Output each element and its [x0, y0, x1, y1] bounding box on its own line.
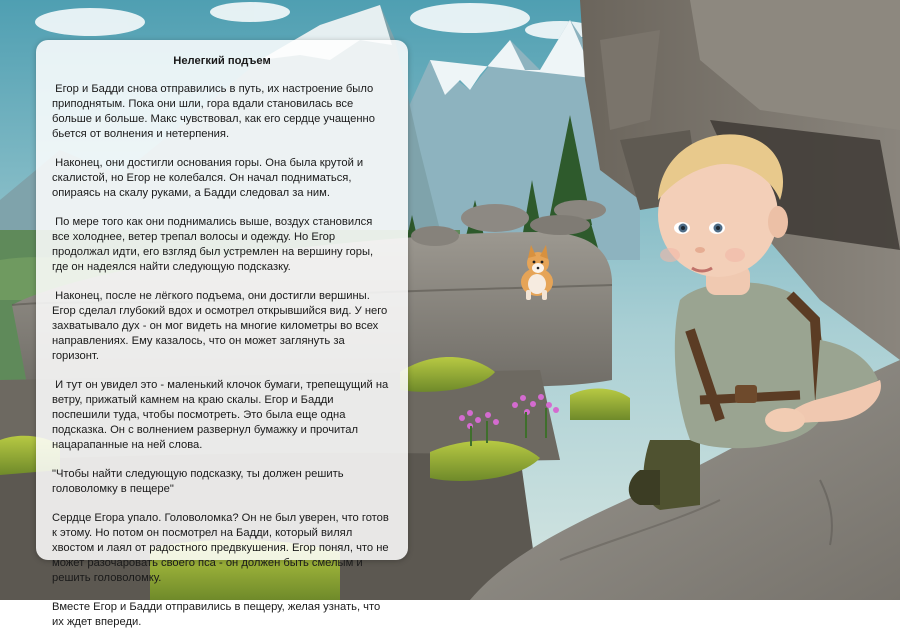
story-paragraph: Наконец, они достигли основания горы. Она была крутой и скалистой, но Егор не колебался. Он начал подниматься, опираясь на скалу руками, а Бадди следовал за ним. — [52, 157, 367, 199]
story-paragraph: "Чтобы найти следующую подсказку, ты должен решить головоломку в пещере" — [52, 468, 347, 495]
story-paragraph: Егор и Бадди снова отправились в путь, их настроение было приподнятым. Пока они шли, гора вдали становилась все больше и больше. Макс чувствовал, как его сердце учащенно бьется от волнения и нетерпения. — [52, 83, 379, 140]
story-paragraph: Вместе Егор и Бадди отправились в пещеру, желая узнать, что их ждет впереди. — [52, 601, 384, 628]
story-panel — [36, 40, 408, 628]
story-paragraph: По мере того как они поднимались выше, воздух становился все холоднее, ветер трепал волосы и одежду. Но Егор продолжал идти, его взгляд был устремлен на вершину горы, где он надеялся найти следующую подсказку. — [52, 216, 377, 273]
story-paragraph: Наконец, после не лёгкого подъема, они достигли вершины. Егор сделал глубокий вдох и осмотрел открывшийся вид. У него захватывало дух - он мог видеть на многие километры во всех направлениях. Ему казалось, что он может заглянуть за горизонт. — [52, 290, 391, 362]
story-paragraph: И тут он увидел это - маленький клочок бумаги, трепещущий на ветру, прижатый камнем на краю скалы. Егор и Бадди поспешили туда, чтобы посмотреть. Это была еще одна подсказка. Он с волнением развернул бумажку и прочитал нацарапанные на ней слова. — [52, 379, 392, 451]
story-title: Нелегкий подъем — [173, 55, 271, 67]
story-paragraph: Сердце Егора упало. Головоломка? Он не был уверен, что готов к этому. Но потом он посмотрел на Бадди, который вилял хвостом и лаял от радостного предвкушения. Егор понял, что не может разочаровать своего пса - он должен быть смелым и решить головоломку. — [52, 512, 392, 584]
